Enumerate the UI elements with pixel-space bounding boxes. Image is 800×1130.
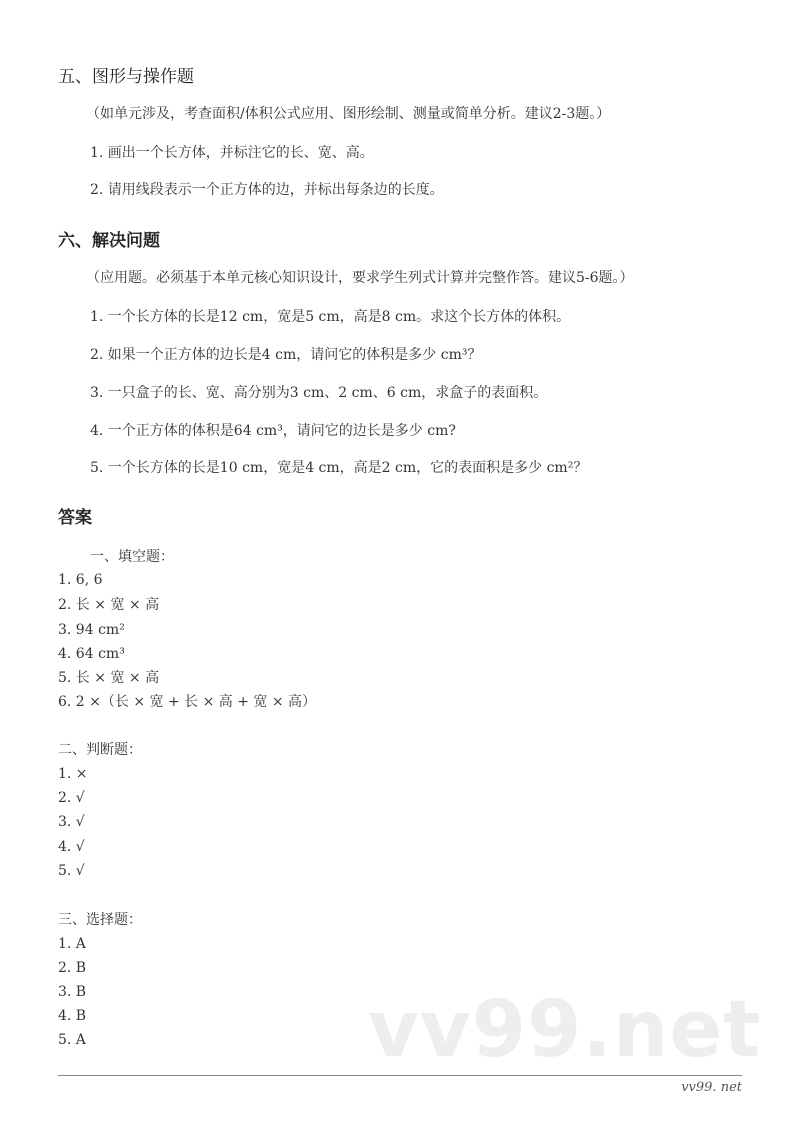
section5-note: （如单元涉及，考查面积/体积公式应用、图形绘制、测量或简单分析。建议2-3题。） — [86, 106, 611, 122]
footer-divider — [58, 1075, 742, 1076]
question-item: 3. 一只盒子的长、宽、高分别为3 cm、2 cm、6 cm，求盒子的表面积。 — [90, 385, 548, 401]
answer-item: 1. A — [58, 936, 86, 952]
answer-item: 4. √ — [58, 839, 85, 855]
question-item: 1. 画出一个长方体，并标注它的长、宽、高。 — [90, 145, 374, 161]
choice-answers-title: 三、选择题： — [58, 912, 142, 928]
answer-item: 2. √ — [58, 790, 85, 806]
section6-heading: 六、解决问题 — [58, 231, 160, 251]
answer-item: 1. 6, 6 — [58, 572, 103, 588]
footer-site: vv99. net — [681, 1080, 742, 1095]
fill-answers-title: 一、填空题： — [90, 549, 174, 565]
question-item: 2. 请用线段表示一个正方体的边，并标出每条边的长度。 — [90, 182, 444, 198]
answer-item: 5. 长 × 宽 × 高 — [58, 670, 160, 686]
section6-note: （应用题。必须基于本单元核心知识设计，要求学生列式计算并完整作答。建议5-6题。） — [86, 270, 634, 286]
answer-item: 1. × — [58, 766, 88, 782]
question-item: 1. 一个长方体的长是12 cm，宽是5 cm，高是8 cm。求这个长方体的体积。 — [90, 309, 571, 325]
question-item: 5. 一个长方体的长是10 cm，宽是4 cm，高是2 cm，它的表面积是多少 cm²？ — [90, 460, 588, 476]
answer-item: 6. 2 ×（长 × 宽 + 长 × 高 + 宽 × 高） — [58, 694, 317, 710]
answer-item: 3. B — [58, 984, 87, 1000]
answers-heading: 答案 — [58, 508, 92, 528]
watermark: vv99.net — [368, 985, 762, 1075]
answer-item: 2. B — [58, 960, 87, 976]
question-item: 4. 一个正方体的体积是64 cm³，请问它的边长是多少 cm? — [90, 423, 456, 439]
judge-answers-title: 二、判断题： — [58, 742, 142, 758]
answer-item: 2. 长 × 宽 × 高 — [58, 597, 160, 613]
answer-item: 3. √ — [58, 814, 85, 830]
answer-item: 5. A — [58, 1032, 86, 1048]
answer-item: 4. 64 cm³ — [58, 646, 125, 662]
section5-heading: 五、图形与操作题 — [58, 67, 194, 87]
answer-item: 3. 94 cm² — [58, 622, 125, 638]
question-item: 2. 如果一个正方体的边长是4 cm，请问它的体积是多少 cm³？ — [90, 347, 482, 363]
answer-item: 5. √ — [58, 863, 85, 879]
answer-item: 4. B — [58, 1008, 87, 1024]
